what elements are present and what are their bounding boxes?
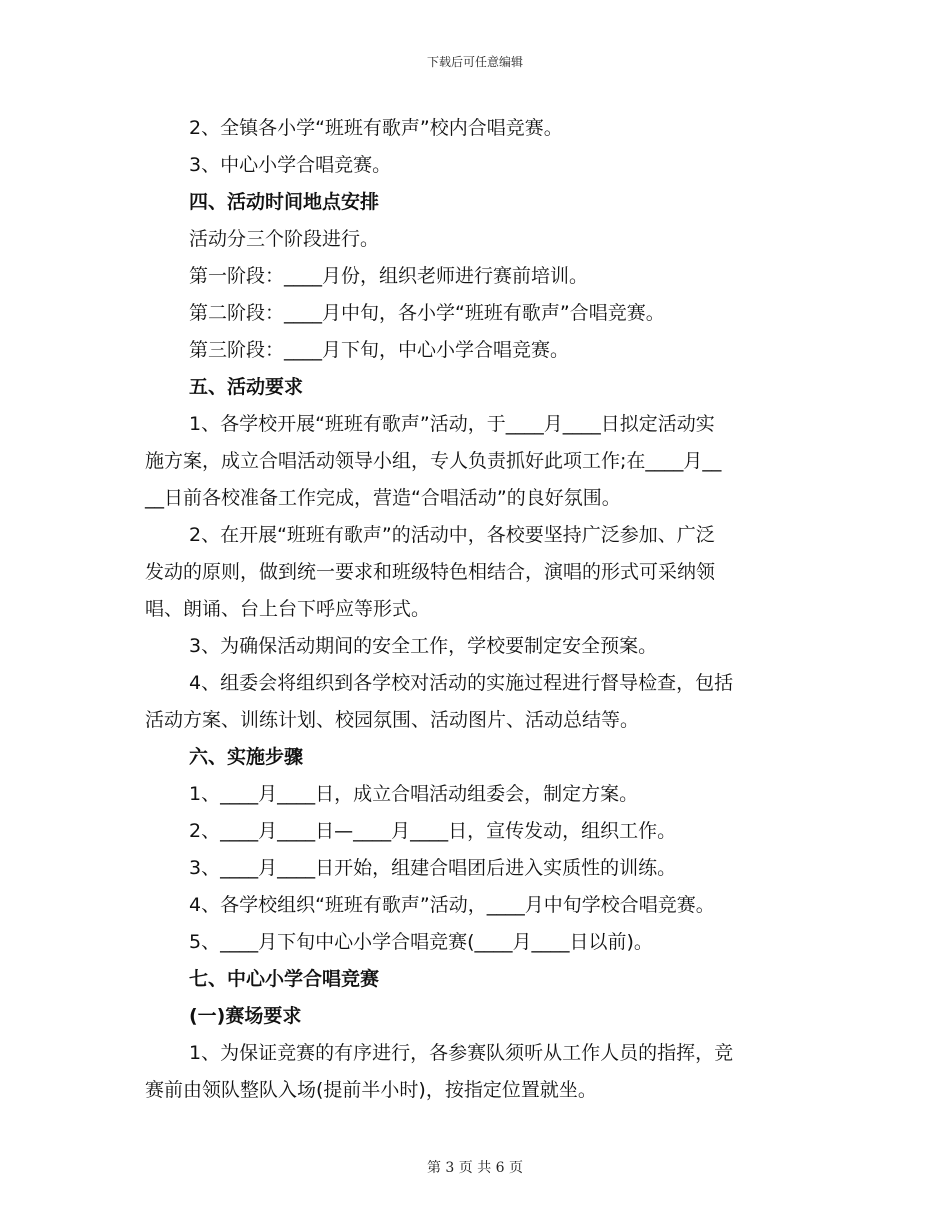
document-body [145,110,805,1109]
section-heading: 四、活动时间地点安排 [189,191,380,213]
paragraph-line: 3、____月____日开始，组建合唱团后进入实质性的训练。 [189,857,677,879]
paragraph-line: 2、全镇各小学“班班有歌声”校内合唱竞赛。 [189,117,563,139]
page-header: 下载后可任意编辑 [426,55,523,69]
paragraph-line: 1、____月____日，成立合唱活动组委会，制定方案。 [189,783,639,805]
paragraph-line: __日前各校准备工作完成，营造“合唱活动”的良好氛围。 [145,487,621,509]
paragraph-line: 唱、朗诵、台上台下呼应等形式。 [145,598,431,620]
paragraph-line: 第一阶段：____月份，组织老师进行赛前培训。 [189,265,589,287]
paragraph-line: 发动的原则，做到统一要求和班级特色相结合，演唱的形式可采纳领 [145,561,716,583]
paragraph-line: 3、为确保活动期间的安全工作，学校要制定安全预案。 [189,635,658,657]
section-heading: 五、活动要求 [189,376,304,398]
paragraph-line: 施方案，成立合唱活动领导小组，专人负责抓好此项工作;在____月__ [145,450,722,472]
section-heading: (一)赛场要求 [189,1005,302,1027]
paragraph-line: 2、____月____日—____月____日，宣传发动，组织工作。 [189,820,677,842]
paragraph-line: 活动分三个阶段进行。 [189,228,380,250]
paragraph-line: 赛前由领队整队入场(提前半小时)，按指定位置就坐。 [145,1079,597,1101]
paragraph-line: 4、各学校组织“班班有歌声”活动，____月中旬学校合唱竞赛。 [189,894,715,916]
paragraph-line: 第二阶段：____月中旬，各小学“班班有歌声”合唱竞赛。 [189,302,665,324]
paragraph-line: 1、为保证竞赛的有序进行，各参赛队须听从工作人员的指挥，竞 [189,1042,734,1064]
paragraph-line: 3、中心小学合唱竞赛。 [189,154,392,176]
paragraph-line: 4、组委会将组织到各学校对活动的实施过程进行督导检查，包括 [189,672,734,694]
paragraph-line: 第三阶段：____月下旬，中心小学合唱竞赛。 [189,339,570,361]
paragraph-line: 1、各学校开展“班班有歌声”活动，于____月____日拟定活动实 [189,413,715,435]
section-heading: 七、中心小学合唱竞赛 [189,968,380,990]
paragraph-line: 活动方案、训练计划、校园氛围、活动图片、活动总结等。 [145,709,640,731]
section-heading: 六、实施步骤 [189,746,304,768]
paragraph-line: 5、____月下旬中心小学合唱竞赛(____月____日以前)。 [189,931,653,953]
page-footer: 第 3 页 共 6 页 [426,1160,524,1176]
paragraph-line: 2、在开展“班班有歌声”的活动中，各校要坚持广泛参加、广泛 [189,524,715,546]
